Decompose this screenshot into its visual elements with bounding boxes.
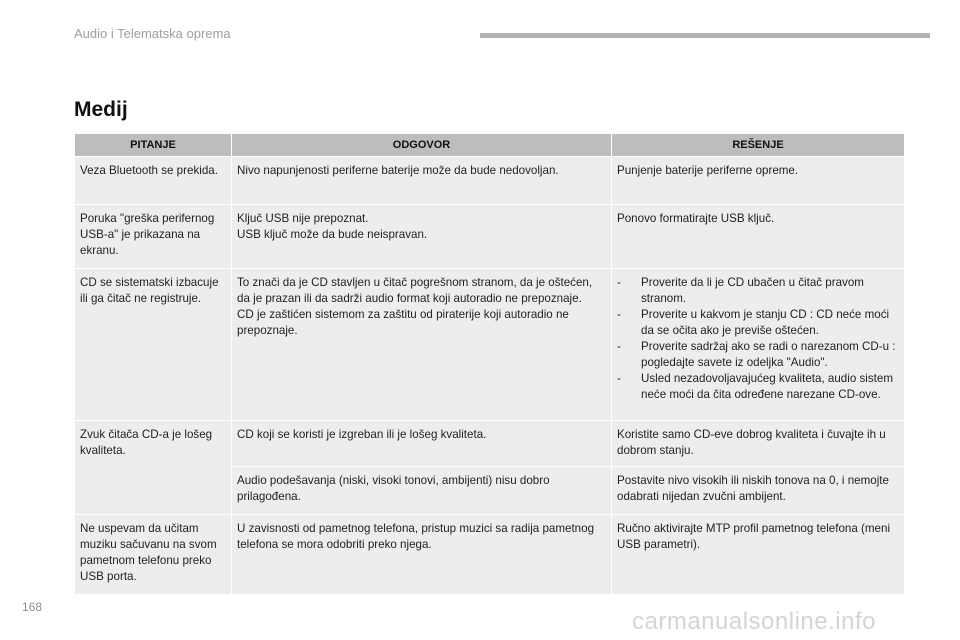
answer-cell: [232, 269, 612, 421]
column-header-answer: ODGOVOR: [232, 134, 612, 157]
question-cell: Poruka "greška perifernog USB-a" je prikazana na ekranu.: [75, 205, 232, 269]
watermark: carmanualsonline.info: [632, 608, 876, 635]
solution-cell: [612, 205, 905, 269]
list-item: - Proverite sadržaj ako se radi o narezanom CD-u : pogledajte savete iz odeljka "Audio".: [617, 340, 896, 369]
solution-cell: [612, 515, 905, 595]
solution-step-text: Proverite sadržaj ako se radi o narezanom CD-u : pogledajte savete iz odeljka "Audio".: [641, 340, 896, 369]
solution-step-text: Proverite u kakvom je stanju CD : CD neće moći da se očita ako je previše oštećen.: [641, 308, 890, 337]
solution-text: Ponovo formatirajte USB ključ.: [617, 212, 775, 225]
list-item: - Proverite da li je CD ubačen u čitač pravom stranom.: [617, 276, 864, 305]
column-header-solution: REŠENJE: [612, 134, 905, 157]
column-header-question: PITANJE: [75, 134, 232, 157]
solution-step-text: Usled nezadovoljavajućeg kvaliteta, audio sistem neće moći da čita određene narezane CD-ove.: [641, 372, 893, 401]
answer-text: Ključ USB nije prepoznat.: [237, 212, 369, 225]
table-row: [75, 269, 905, 421]
answer-cell: [232, 205, 612, 269]
solution-cell: [612, 157, 905, 205]
solution-step-text: Proverite da li je CD ubačen u čitač pravom stranom.: [641, 276, 864, 305]
question-cell: Ne uspevam da učitam muziku sačuvanu na svom pametnom telefonu preko USB porta.: [75, 515, 232, 595]
answer-cell: [232, 515, 612, 595]
answer-text: U zavisnosti od pametnog telefona, pristup muzici sa radija pametnog telefona se mora odobriti preko njega.: [237, 522, 595, 551]
solution-cell: [612, 467, 905, 515]
question-cell: Zvuk čitača CD-a je lošeg kvaliteta.: [75, 421, 232, 515]
answer-cell: [232, 157, 612, 205]
table-row: [75, 205, 905, 269]
list-item: - Proverite u kakvom je stanju CD : CD neće moći da se očita ako je previše oštećen.: [617, 308, 890, 337]
question-cell: CD se sistematski izbacuje ili ga čitač ne registruje.: [75, 269, 232, 421]
solution-text: Postavite nivo visokih ili niskih tonova na 0, i nemojte odabrati nijedan zvučni ambijent.: [617, 474, 889, 503]
solution-cell: [612, 421, 905, 467]
answer-text: Audio podešavanja (niski, visoki tonovi, ambijenti) nisu dobro prilagođena.: [237, 474, 550, 503]
section-title: Medij: [74, 98, 128, 121]
answer-cell: [232, 467, 612, 515]
question-cell: Veza Bluetooth se prekida.: [75, 157, 232, 205]
table-row: [75, 157, 905, 205]
table-row: [75, 515, 905, 595]
table-header-row: [75, 134, 905, 157]
list-item: - Usled nezadovoljavajućeg kvaliteta, audio sistem neće moći da čita određene narezane CD-ove.: [617, 372, 893, 401]
solution-text: Punjenje baterije periferne opreme.: [617, 164, 799, 177]
solution-steps-list: [617, 275, 899, 403]
answer-text: Nivo napunjenosti periferne baterije može da bude nedovoljan.: [237, 164, 559, 177]
answer-text: USB ključ može da bude neispravan.: [237, 228, 428, 241]
answer-cell: [232, 421, 612, 467]
chapter-title: Audio i Telematska oprema: [74, 26, 231, 41]
table-row: [75, 421, 905, 467]
troubleshooting-table: [74, 133, 905, 595]
solution-text: Koristite samo CD-eve dobrog kvaliteta i čuvajte ih u dobrom stanju.: [617, 428, 886, 457]
header-divider-bar: [480, 33, 930, 38]
page-number: 168: [22, 600, 43, 614]
answer-text: CD je zaštićen sistemom za zaštitu od piraterije koji autoradio ne prepoznaje.: [237, 308, 569, 337]
solution-cell: [612, 269, 905, 421]
answer-text: CD koji se koristi je izgreban ili je lošeg kvaliteta.: [237, 428, 487, 441]
answer-text: To znači da je CD stavljen u čitač pogrešnom stranom, da je oštećen, da je prazan ili da sadrži audio format koji autoradio ne prepoznaje.: [237, 276, 593, 305]
solution-text: Ručno aktivirajte MTP profil pametnog telefona (meni USB parametri).: [617, 522, 891, 551]
